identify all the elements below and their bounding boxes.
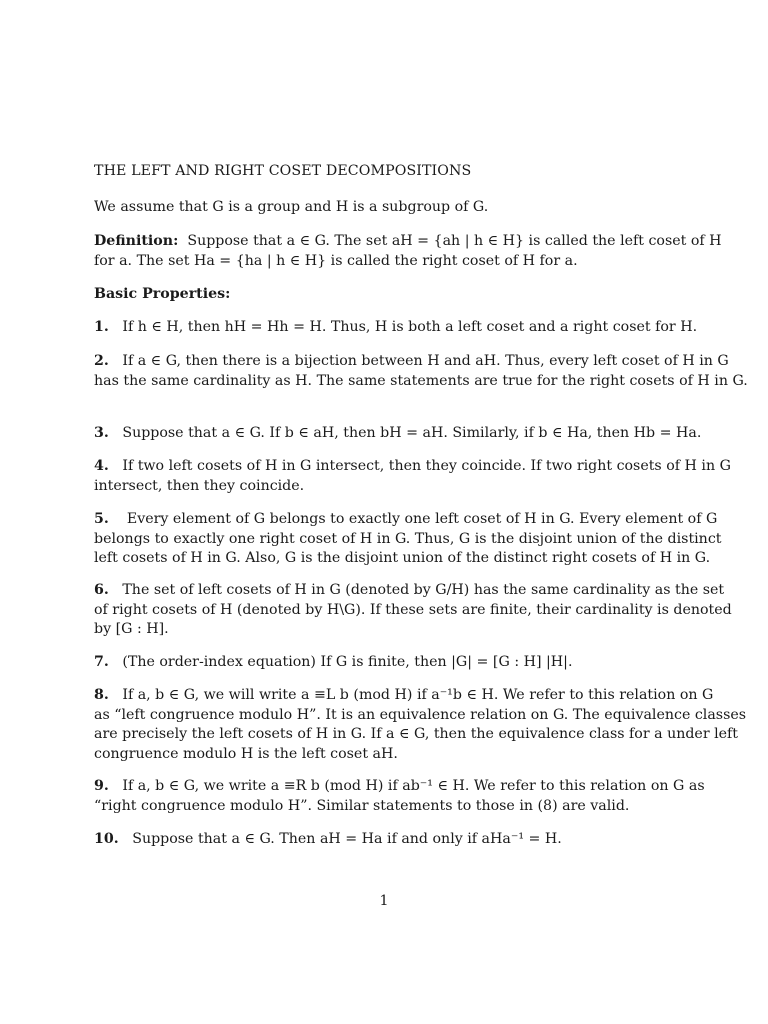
item-number: 2.: [94, 353, 109, 369]
item-line: left cosets of H in G. Also, G is the disjoint union of the distinct right cosets of H in G.: [94, 550, 711, 566]
item-number: 1.: [94, 319, 109, 335]
item-number: 10.: [94, 831, 119, 847]
item-line: intersect, then they coincide.: [94, 477, 305, 494]
property-item-4: [94, 457, 731, 496]
item-line: If a ∈ G, then there is a bijection between H and aH. Thus, every left coset of H in G: [122, 353, 729, 369]
basic-properties-heading-row: [94, 285, 682, 305]
property-item-2: [94, 352, 748, 391]
item-line: Every element of G belongs to exactly one left coset of H in G. Every element of G: [126, 511, 718, 527]
property-item-7: [94, 653, 682, 673]
item-line: belongs to exactly one right coset of H in G. Thus, G is the disjoint union of the distinct: [94, 530, 722, 547]
page-title: THE LEFT AND RIGHT COSET DECOMPOSITIONS: [94, 163, 472, 179]
intro-paragraph: [94, 198, 682, 218]
item-line: congruence modulo H is the left coset aH.: [94, 745, 398, 762]
item-line: Suppose that a ∈ G. Then aH = Ha if and only if aHa⁻¹ = H.: [132, 831, 562, 847]
item-line: “right congruence modulo H”. Similar statements to those in (8) are valid.: [94, 797, 630, 814]
definition-paragraph: [94, 232, 722, 271]
item-line: (The order-index equation) If G is finite, then |G| = [G : H] |H|.: [122, 654, 573, 670]
item-line: If h ∈ H, then hH = Hh = H. Thus, H is both a left coset and a right coset for H.: [122, 319, 698, 335]
item-number: 9.: [94, 778, 109, 794]
item-line: The set of left cosets of H in G (denoted by G/H) has the same cardinality as the set: [122, 582, 725, 598]
intro-text: We assume that G is a group and H is a subgroup of G.: [94, 199, 489, 215]
item-line: If two left cosets of H in G intersect, then they coincide. If two right cosets of H in G: [122, 458, 731, 474]
item-number: 8.: [94, 687, 109, 703]
item-line: has the same cardinality as H. The same statements are true for the right cosets of H in G.: [94, 372, 748, 389]
item-line: If a, b ∈ G, we write a ≡R b (mod H) if ab⁻¹ ∈ H. We refer to this relation on G as: [122, 778, 705, 794]
item-number: 7.: [94, 654, 109, 670]
page-number: 1: [379, 893, 389, 909]
item-line: of right cosets of H (denoted by H\G). If these sets are finite, their cardinality is denoted: [94, 601, 732, 618]
property-item-10: [94, 830, 682, 850]
item-number: 5.: [94, 511, 109, 527]
item-line: Suppose that a ∈ G. If b ∈ aH, then bH = aH. Similarly, if b ∈ Ha, then Hb = Ha.: [122, 425, 702, 441]
property-item-5: [94, 510, 722, 569]
item-number: 4.: [94, 458, 109, 474]
item-number: 6.: [94, 582, 109, 598]
property-item-3: [94, 424, 702, 444]
definition-label: Definition:: [94, 233, 179, 249]
property-item-8: [94, 686, 747, 764]
item-line: If a, b ∈ G, we will write a ≡L b (mod H) if a⁻¹b ∈ H. We refer to this relation on G: [122, 687, 714, 703]
property-item-1: [94, 318, 698, 338]
basic-properties-heading: Basic Properties:: [94, 286, 231, 302]
item-number: 3.: [94, 425, 109, 441]
property-item-6: [94, 581, 732, 640]
item-line: are precisely the left cosets of H in G. If a ∈ G, then the equivalence class for a under left: [94, 726, 739, 742]
definition-line-1: [94, 232, 722, 252]
property-item-9: [94, 777, 705, 816]
item-line: as “left congruence modulo H”. It is an equivalence relation on G. The equivalence classes: [94, 706, 747, 723]
item-line: by [G : H].: [94, 621, 169, 637]
definition-line-2: for a. The set Ha = {ha | h ∈ H} is called the right coset of H for a.: [94, 252, 578, 269]
definition-text-1: Suppose that a ∈ G. The set aH = {ah | h ∈ H} is called the left coset of H: [187, 233, 722, 249]
